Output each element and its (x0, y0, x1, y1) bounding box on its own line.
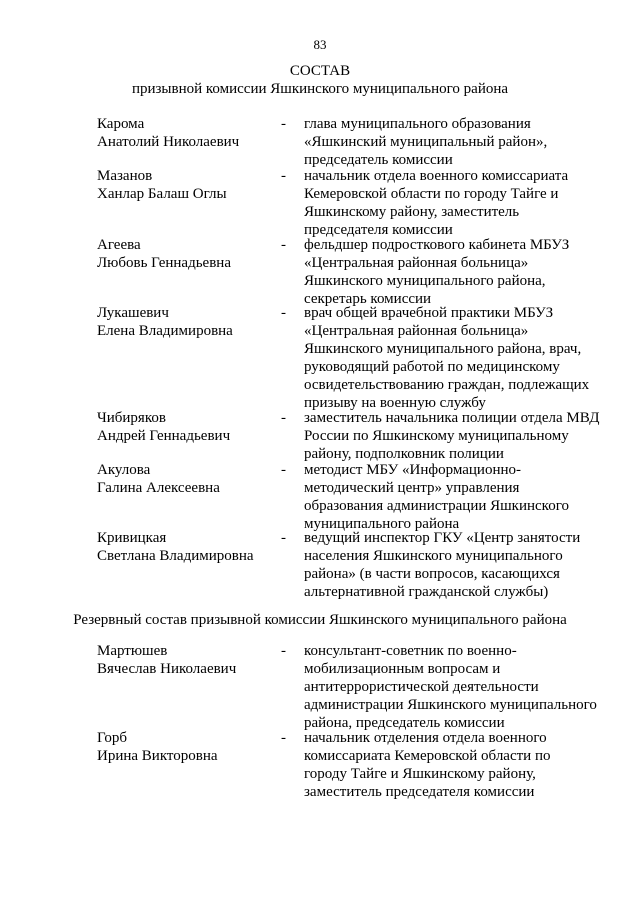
member-position: врач общей врачебной практики МБУЗ «Центральная районная больница» Яшкинского муниципального района, врач, руководящий работой по медицинскому освидетельствованию граждан, подлежащих призыву на военную службу (304, 305, 590, 411)
member-position: фельдшер подросткового кабинета МБУЗ «Центральная районная больница» Яшкинского муниципального района, секретарь комиссии (304, 237, 570, 307)
member-name: Мартюшев Вячеслав Николаевич (97, 643, 237, 677)
member-name: Акулова Галина Алексеевна (97, 462, 220, 496)
document-subtitle: призывной комиссии Яшкинского муниципального района (131, 81, 509, 97)
member-name: Карома Анатолий Николаевич (97, 116, 240, 150)
member-dash: - (281, 462, 286, 478)
member-position: начальник отдела военного комиссариата Кемеровской области по городу Тайге и Яшкинскому району, заместитель председателя комиссии (304, 168, 569, 238)
member-name: Горб Ирина Викторовна (97, 730, 218, 764)
member-dash: - (281, 305, 286, 321)
member-name: Мазанов Ханлар Балаш Оглы (97, 168, 227, 202)
member-name: Кривицкая Светлана Владимировна (97, 530, 254, 564)
member-position: заместитель начальника полиции отдела МВД России по Яшкинскому муниципальному району, подполковник полиции (304, 410, 600, 462)
member-dash: - (281, 116, 286, 132)
reserve-section-heading: Резервный состав призывной комиссии Яшкинского муниципального района (73, 612, 567, 628)
member-name: Чибиряков Андрей Геннадьевич (97, 410, 231, 444)
member-dash: - (281, 643, 286, 659)
member-dash: - (281, 530, 286, 546)
member-dash: - (281, 237, 286, 253)
member-position: консультант-советник по военно- мобилизационным вопросам и антитеррористической деятельности администрации Яшкинского муниципального района, председатель комиссии (304, 643, 597, 731)
member-dash: - (281, 168, 286, 184)
page-number: 83 (313, 37, 327, 52)
member-name: Лукашевич Елена Владимировна (97, 305, 233, 339)
member-position: ведущий инспектор ГКУ «Центр занятости населения Яшкинского муниципального района» (в части вопросов, касающихся альтернативной гражданской службы) (304, 530, 581, 600)
member-name: Агеева Любовь Геннадьевна (97, 237, 231, 271)
document-title: СОСТАВ (289, 63, 351, 79)
member-dash: - (281, 730, 286, 746)
member-position: методист МБУ «Информационно- методический центр» управления образования администрации Яшкинского муниципального района (304, 462, 569, 532)
member-dash: - (281, 410, 286, 426)
member-position: глава муниципального образования «Яшкинский муниципальный район», председатель комиссии (304, 116, 548, 168)
member-position: начальник отделения отдела военного комиссариата Кемеровской области по городу Тайге и Яшкинскому району, заместитель председателя комиссии (304, 730, 551, 800)
